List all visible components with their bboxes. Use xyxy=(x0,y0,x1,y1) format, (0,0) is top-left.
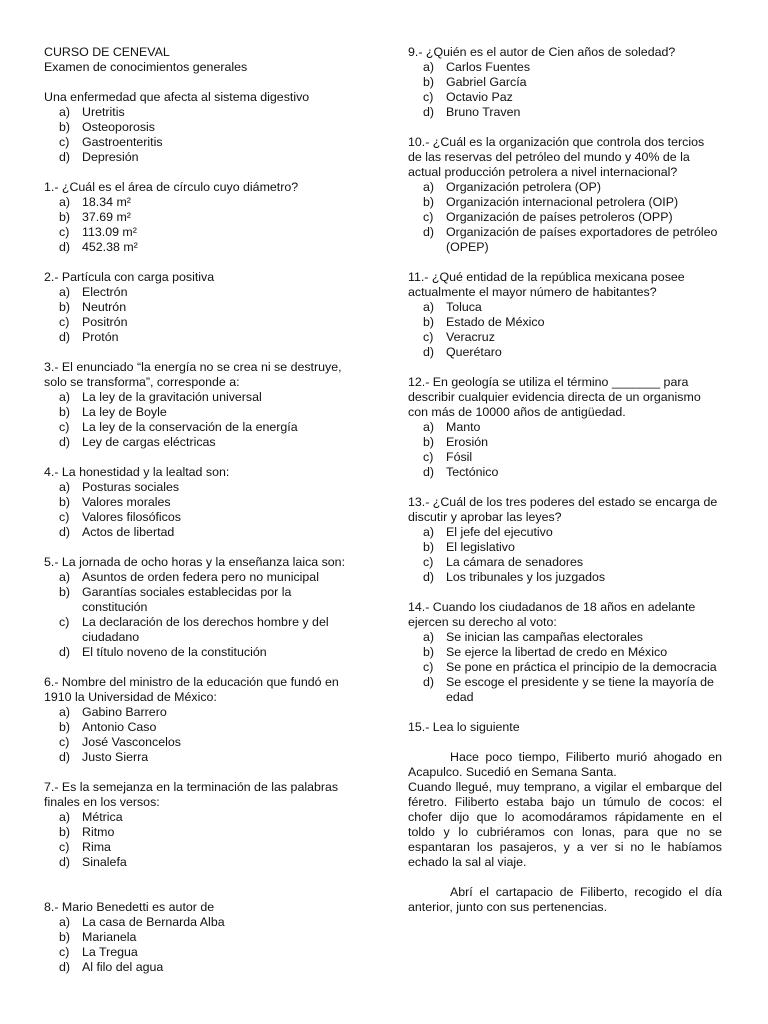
option-text: Veracruz xyxy=(446,330,495,344)
right-question-list xyxy=(408,45,722,720)
answer-option xyxy=(44,435,350,450)
question-text: 10.- ¿Cuál es la organización que controla dos tercios xyxy=(408,135,705,149)
question-block xyxy=(408,600,722,705)
option-text: Organización de países exportadores de petróleo (OPEP) xyxy=(446,225,718,254)
option-letter: c) xyxy=(59,420,70,434)
question-block xyxy=(44,90,350,165)
answer-options xyxy=(44,390,350,450)
answer-option xyxy=(44,930,350,945)
answer-option xyxy=(408,105,722,120)
answer-option xyxy=(44,915,350,930)
option-letter: b) xyxy=(59,720,71,734)
option-letter: d) xyxy=(423,465,435,479)
answer-option xyxy=(44,405,350,420)
option-letter: b) xyxy=(423,645,435,659)
option-text: Depresión xyxy=(82,150,139,164)
answer-option xyxy=(44,210,350,225)
document-title: CURSO DE CENEVAL xyxy=(44,45,170,59)
option-letter: b) xyxy=(59,495,71,509)
option-letter: a) xyxy=(59,705,71,719)
option-letter: d) xyxy=(59,150,71,164)
option-letter: b) xyxy=(423,435,435,449)
answer-option xyxy=(408,345,722,360)
option-letter: c) xyxy=(423,210,434,224)
option-text: Se inician las campañas electorales xyxy=(446,630,643,644)
option-text: José Vasconcelos xyxy=(82,735,181,749)
answer-option xyxy=(408,450,722,465)
answer-option xyxy=(44,960,350,975)
answer-options xyxy=(44,285,350,345)
answer-option xyxy=(44,570,350,585)
option-text: Ritmo xyxy=(82,825,115,839)
option-text: Se escoge el presidente y se tiene la mayoría de edad xyxy=(446,675,714,704)
question-text: 13.- ¿Cuál de los tres poderes del estado se encarga de xyxy=(408,495,718,509)
option-letter: d) xyxy=(59,855,71,869)
answer-option xyxy=(408,420,722,435)
question-block xyxy=(44,675,350,765)
answer-option xyxy=(408,435,722,450)
answer-option xyxy=(408,330,722,345)
answer-option xyxy=(44,840,350,855)
option-text: Neutrón xyxy=(82,300,127,314)
option-letter: d) xyxy=(423,345,435,359)
right-column xyxy=(408,45,722,915)
answer-option xyxy=(44,615,350,645)
option-text: Marianela xyxy=(82,930,137,944)
answer-option xyxy=(44,945,350,960)
option-text: El legislativo xyxy=(446,540,515,554)
option-text: La Tregua xyxy=(82,945,138,959)
question-text: solo se transforma”, corresponde a: xyxy=(44,375,240,389)
question-block xyxy=(44,900,350,975)
answer-option xyxy=(408,195,722,210)
option-letter: b) xyxy=(59,825,71,839)
answer-option xyxy=(44,285,350,300)
option-text: Posturas sociales xyxy=(82,480,180,494)
option-letter: c) xyxy=(59,225,70,239)
option-letter: b) xyxy=(423,195,435,209)
option-letter: a) xyxy=(423,300,435,314)
option-text: Organización petrolera (OP) xyxy=(446,180,601,194)
option-letter: a) xyxy=(423,630,435,644)
option-text: Octavio Paz xyxy=(446,90,513,104)
option-text: Gabriel García xyxy=(446,75,527,89)
question-block xyxy=(408,45,722,120)
option-letter: a) xyxy=(423,60,435,74)
question-text: 12.- En geología se utiliza el término _______ para xyxy=(408,375,689,389)
option-letter: c) xyxy=(59,945,70,959)
option-letter: a) xyxy=(59,285,71,299)
option-letter: a) xyxy=(59,810,71,824)
question-block xyxy=(44,465,350,540)
answer-option xyxy=(408,540,722,555)
option-text: Osteoporosis xyxy=(82,120,156,134)
answer-options xyxy=(408,60,722,120)
option-letter: d) xyxy=(59,525,71,539)
reading-section xyxy=(408,720,722,915)
answer-options xyxy=(44,480,350,540)
option-text: Al filo del agua xyxy=(82,960,164,974)
option-text: Uretritis xyxy=(82,105,125,119)
question-text: 1.- ¿Cuál es el área de círculo cuyo diámetro? xyxy=(44,180,299,194)
option-letter: c) xyxy=(59,135,70,149)
option-text: Ley de cargas eléctricas xyxy=(82,435,216,449)
option-letter: d) xyxy=(423,225,435,239)
question-block xyxy=(408,375,722,480)
option-text: Rima xyxy=(82,840,111,854)
option-text: Métrica xyxy=(82,810,123,824)
option-letter: b) xyxy=(423,540,435,554)
question-text: actualmente el mayor número de habitantes? xyxy=(408,285,657,299)
answer-options xyxy=(44,810,350,870)
question-text: 5.- La jornada de ocho horas y la enseñanza laica son: xyxy=(44,555,346,569)
option-letter: a) xyxy=(59,570,71,584)
answer-option xyxy=(408,300,722,315)
option-letter: a) xyxy=(59,915,71,929)
option-text: Organización de países petroleros (OPP) xyxy=(446,210,673,224)
option-letter: c) xyxy=(423,450,434,464)
option-text: Bruno Traven xyxy=(446,105,521,119)
option-text: Electrón xyxy=(82,285,128,299)
question-text: actual producción petrolera a nivel internacional? xyxy=(408,165,678,179)
answer-option xyxy=(44,135,350,150)
option-letter: b) xyxy=(59,300,71,314)
answer-option xyxy=(44,240,350,255)
answer-option xyxy=(44,330,350,345)
answer-options xyxy=(408,300,722,360)
answer-option xyxy=(408,180,722,195)
answer-option xyxy=(408,225,722,255)
answer-option xyxy=(44,585,350,615)
option-letter: b) xyxy=(59,120,71,134)
option-letter: a) xyxy=(59,390,71,404)
option-text: Valores morales xyxy=(82,495,171,509)
left-column xyxy=(44,45,350,990)
option-letter: a) xyxy=(59,480,71,494)
answer-option xyxy=(44,195,350,210)
option-text: Sinalefa xyxy=(82,855,127,869)
answer-option xyxy=(44,420,350,435)
option-text: 18.34 m² xyxy=(82,195,131,209)
option-letter: c) xyxy=(423,90,434,104)
answer-option xyxy=(44,315,350,330)
question-block xyxy=(44,180,350,255)
option-text: La ley de Boyle xyxy=(82,405,167,419)
option-text: Protón xyxy=(82,330,119,344)
option-text: Los tribunales y los juzgados xyxy=(446,570,606,584)
option-text: Manto xyxy=(446,420,481,434)
question-text: ejercen su derecho al voto: xyxy=(408,615,557,629)
question-text: 14.- Cuando los ciudadanos de 18 años en adelante xyxy=(408,600,696,614)
option-text: Querétaro xyxy=(446,345,502,359)
question-block xyxy=(44,555,350,660)
reading-paragraph-2: Cuando llegué, muy temprano, a vigilar el embarque del féretro. Filiberto estaba bajo un túmulo de cocos: el chofer dijo que lo acomodáramos rápidamente en el toldo y lo cubriéramos con lonas, para que no se espantaran los pasajeros, y a ver si no le habíamos echado la sal al viaje. xyxy=(408,780,722,869)
answer-option xyxy=(44,825,350,840)
option-text: La ley de la conservación de la energía xyxy=(82,420,298,434)
option-text: Antonio Caso xyxy=(82,720,157,734)
answer-options xyxy=(408,630,722,705)
option-letter: c) xyxy=(59,510,70,524)
option-letter: b) xyxy=(59,585,71,599)
question-text: 3.- El enunciado “la energía no se crea ni se destruye, xyxy=(44,360,342,374)
option-text: Se pone en práctica el principio de la democracia xyxy=(446,660,717,674)
option-text: Gabino Barrero xyxy=(82,705,167,719)
option-text: Erosión xyxy=(446,435,489,449)
answer-options xyxy=(408,420,722,480)
answer-option xyxy=(408,210,722,225)
option-letter: d) xyxy=(423,105,435,119)
answer-options xyxy=(44,105,350,165)
answer-option xyxy=(44,735,350,750)
option-letter: b) xyxy=(59,210,71,224)
question-text: 6.- Nombre del ministro de la educación que fundó en xyxy=(44,675,339,689)
question-text: 7.- Es la semejanza en la terminación de las palabras xyxy=(44,780,339,794)
question-block xyxy=(44,270,350,345)
option-text: La casa de Bernarda Alba xyxy=(82,915,225,929)
answer-option xyxy=(408,570,722,585)
answer-options xyxy=(44,570,350,660)
option-letter: c) xyxy=(59,735,70,749)
option-text: Toluca xyxy=(446,300,482,314)
answer-option xyxy=(408,525,722,540)
option-text: Fósil xyxy=(446,450,473,464)
answer-option xyxy=(44,225,350,240)
option-text: Estado de México xyxy=(446,315,545,329)
question-text: 9.- ¿Quién es el autor de Cien años de soledad? xyxy=(408,45,676,59)
answer-option xyxy=(44,810,350,825)
option-text: 452.38 m² xyxy=(82,240,138,254)
option-text: Organización internacional petrolera (OIP) xyxy=(446,195,679,209)
question-block xyxy=(44,360,350,450)
question-block xyxy=(44,780,350,870)
reading-paragraph-3: Abrí el cartapacio de Filiberto, recogido el día anterior, junto con sus pertenencias. xyxy=(408,885,722,914)
option-text: La cámara de senadores xyxy=(446,555,584,569)
answer-option xyxy=(44,510,350,525)
option-letter: d) xyxy=(59,330,71,344)
option-text: Garantías sociales establecidas por la constitución xyxy=(82,585,292,614)
option-letter: d) xyxy=(59,750,71,764)
option-letter: a) xyxy=(423,420,435,434)
option-letter: c) xyxy=(423,660,434,674)
question-block xyxy=(408,495,722,585)
reading-paragraph-1: Hace poco tiempo, Filiberto murió ahogado en Acapulco. Sucedió en Semana Santa. xyxy=(408,750,722,779)
option-text: Se ejerce la libertad de credo en México xyxy=(446,645,668,659)
option-letter: c) xyxy=(423,330,434,344)
question-text: finales en los versos: xyxy=(44,795,160,809)
answer-option xyxy=(44,150,350,165)
question-text: 8.- Mario Benedetti es autor de xyxy=(44,900,215,914)
answer-option xyxy=(44,300,350,315)
option-text: La ley de la gravitación universal xyxy=(82,390,262,404)
answer-option xyxy=(44,495,350,510)
option-text: Tectónico xyxy=(446,465,499,479)
option-letter: c) xyxy=(59,840,70,854)
answer-options xyxy=(408,525,722,585)
option-text: Carlos Fuentes xyxy=(446,60,531,74)
answer-option xyxy=(44,720,350,735)
option-letter: d) xyxy=(59,435,71,449)
option-letter: d) xyxy=(59,240,71,254)
option-letter: a) xyxy=(59,195,71,209)
option-letter: a) xyxy=(59,105,71,119)
question-text: 1910 la Universidad de México: xyxy=(44,690,217,704)
answer-option xyxy=(44,390,350,405)
option-letter: c) xyxy=(59,315,70,329)
document-subtitle: Examen de conocimientos generales xyxy=(44,60,248,74)
option-letter: b) xyxy=(59,405,71,419)
answer-option xyxy=(408,630,722,645)
option-text: Justo Sierra xyxy=(82,750,149,764)
option-letter: d) xyxy=(423,675,435,689)
question-text: Una enfermedad que afecta al sistema digestivo xyxy=(44,90,310,104)
option-letter: d) xyxy=(423,570,435,584)
question-text: con más de 10000 años de antigüedad. xyxy=(408,405,626,419)
question-text: 2.- Partícula con carga positiva xyxy=(44,270,215,284)
option-text: Valores filosóficos xyxy=(82,510,181,524)
answer-options xyxy=(44,915,350,975)
question-text: discutir y aprobar las leyes? xyxy=(408,510,562,524)
option-letter: c) xyxy=(423,555,434,569)
question-block xyxy=(408,270,722,360)
question-text: de las reservas del petróleo del mundo y 40% de la xyxy=(408,150,690,164)
option-letter: c) xyxy=(59,615,70,629)
answer-option xyxy=(44,750,350,765)
answer-option xyxy=(408,555,722,570)
option-text: El jefe del ejecutivo xyxy=(446,525,553,539)
option-letter: a) xyxy=(423,180,435,194)
option-letter: d) xyxy=(59,645,71,659)
answer-option xyxy=(408,60,722,75)
option-letter: d) xyxy=(59,960,71,974)
answer-option xyxy=(44,645,350,660)
answer-option xyxy=(44,525,350,540)
answer-option xyxy=(44,120,350,135)
answer-option xyxy=(408,645,722,660)
answer-option xyxy=(408,75,722,90)
option-letter: a) xyxy=(423,525,435,539)
option-text: Asuntos de orden federa pero no municipal xyxy=(82,570,319,584)
option-text: 113.09 m² xyxy=(82,225,137,239)
option-letter: b) xyxy=(59,930,71,944)
option-letter: b) xyxy=(423,75,435,89)
answer-options xyxy=(408,180,722,255)
question-text: 11.- ¿Qué entidad de la república mexicana posee xyxy=(408,270,685,284)
answer-option xyxy=(44,480,350,495)
answer-option xyxy=(44,105,350,120)
answer-option xyxy=(408,675,722,705)
answer-options xyxy=(44,705,350,765)
option-text: Gastroenteritis xyxy=(82,135,163,149)
question-block xyxy=(408,135,722,255)
question-text: 4.- La honestidad y la lealtad son: xyxy=(44,465,230,479)
answer-option xyxy=(44,855,350,870)
option-letter: b) xyxy=(423,315,435,329)
answer-option xyxy=(408,465,722,480)
option-text: Actos de libertad xyxy=(82,525,175,539)
answer-options xyxy=(44,195,350,255)
reading-title: 15.- Lea lo siguiente xyxy=(408,720,520,734)
answer-option xyxy=(408,660,722,675)
option-text: 37.69 m² xyxy=(82,210,131,224)
left-question-list xyxy=(44,90,350,990)
option-text: El título noveno de la constitución xyxy=(82,645,267,659)
option-text: La declaración de los derechos hombre y del ciudadano xyxy=(82,615,329,644)
answer-option xyxy=(408,315,722,330)
option-text: Positrón xyxy=(82,315,128,329)
answer-option xyxy=(44,705,350,720)
question-text: describir cualquier evidencia directa de un organismo xyxy=(408,390,701,404)
answer-option xyxy=(408,90,722,105)
